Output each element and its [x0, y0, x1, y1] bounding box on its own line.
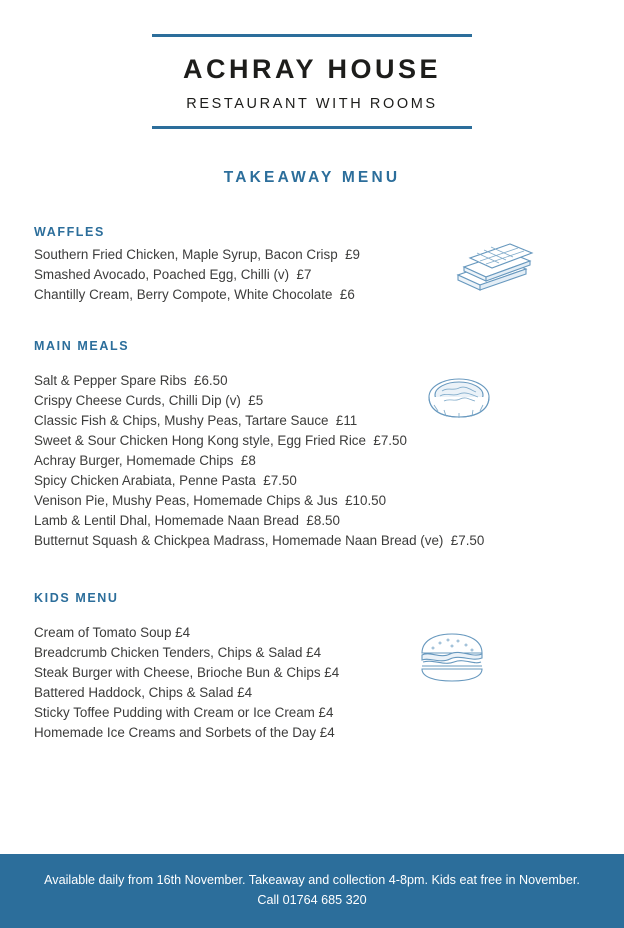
brand-name: ACHRAY HOUSE — [182, 54, 442, 84]
footer-availability: Available daily from 16th November. Takeaway and collection 4-8pm. Kids eat free in November. — [44, 873, 580, 887]
page-title: TAKEAWAY MENU — [223, 169, 401, 187]
list-item: Chantilly Cream, Berry Compote, White Chocolate £6 — [34, 287, 355, 303]
menu-sections — [0, 225, 624, 743]
list-item: Sweet & Sour Chicken Hong Kong style, Egg Fried Rice £7.50 — [34, 433, 407, 449]
list-item: Southern Fried Chicken, Maple Syrup, Bacon Crisp £9 — [34, 247, 360, 263]
burger-icon — [414, 629, 490, 692]
list-item: Battered Haddock, Chips & Salad £4 — [34, 685, 253, 701]
item-list-main-meals — [34, 371, 590, 551]
section-waffles — [34, 225, 590, 305]
item-list-kids-menu — [34, 623, 590, 743]
list-item: Spicy Chicken Arabiata, Penne Pasta £7.50 — [34, 473, 297, 489]
list-item: Butternut Squash & Chickpea Madrass, Homemade Naan Bread (ve) £7.50 — [34, 533, 485, 549]
list-item: Lamb & Lentil Dhal, Homemade Naan Bread £8.50 — [34, 513, 340, 529]
list-item: Cream of Tomato Soup £4 — [34, 625, 191, 641]
list-item: Venison Pie, Mushy Peas, Homemade Chips & Jus £10.50 — [34, 493, 387, 509]
footer-phone: Call 01764 685 320 — [257, 893, 367, 907]
list-item: Smashed Avocado, Poached Egg, Chilli (v) £7 — [34, 267, 312, 283]
section-title-main-meals: MAIN MEALS — [34, 339, 130, 354]
pie-dish-icon — [420, 361, 498, 438]
list-item: Classic Fish & Chips, Mushy Peas, Tartare Sauce £11 — [34, 413, 358, 429]
list-item: Breadcrumb Chicken Tenders, Chips & Salad £4 — [34, 645, 322, 661]
list-item: Achray Burger, Homemade Chips £8 — [34, 453, 256, 469]
list-item: Sticky Toffee Pudding with Cream or Ice Cream £4 — [34, 705, 334, 721]
menu-page — [0, 34, 624, 928]
section-title-waffles: WAFFLES — [34, 225, 105, 240]
section-kids-menu — [34, 591, 590, 743]
section-main-meals — [34, 339, 590, 551]
list-item: Homemade Ice Creams and Sorbets of the Day £4 — [34, 725, 335, 741]
waffle-stack-icon — [450, 231, 536, 298]
list-item: Steak Burger with Cheese, Brioche Bun & Chips £4 — [34, 665, 340, 681]
list-item: Salt & Pepper Spare Ribs £6.50 — [34, 373, 228, 389]
footer-banner — [0, 854, 624, 928]
brand-tagline: RESTAURANT WITH ROOMS — [186, 96, 438, 113]
brand-logo — [152, 34, 472, 129]
section-title-kids-menu: KIDS MENU — [34, 591, 119, 606]
list-item: Crispy Cheese Curds, Chilli Dip (v) £5 — [34, 393, 264, 409]
